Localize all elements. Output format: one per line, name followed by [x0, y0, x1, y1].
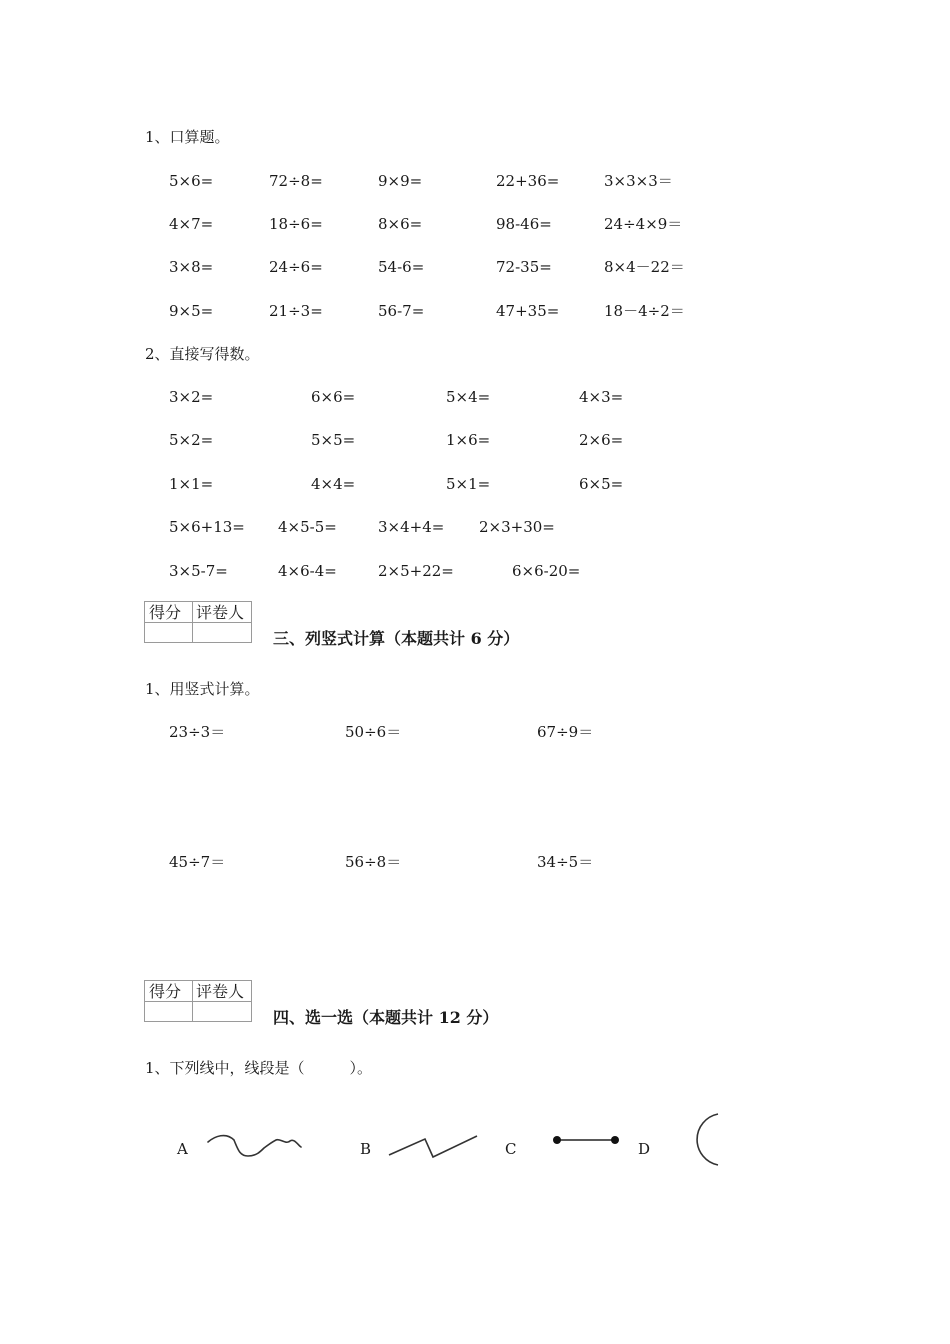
q2-item: 3×2=	[169, 388, 214, 406]
q1-item: 18－4÷2＝	[604, 302, 685, 320]
option-b-label: B	[360, 1140, 372, 1158]
q1-item: 18÷6=	[269, 215, 323, 233]
q2-item: 5×5=	[311, 431, 356, 449]
q1-item: 24÷6=	[269, 258, 323, 276]
division-problem: 45÷7＝	[169, 853, 226, 871]
q1-item: 47+35=	[496, 302, 560, 320]
option-d-label: D	[638, 1140, 651, 1158]
q2-item: 2×6=	[579, 431, 624, 449]
q2-item: 2×5+22=	[378, 562, 454, 580]
q1-item: 98-46=	[496, 215, 552, 233]
grader-label: 评卷人	[196, 982, 245, 1001]
q2-title: 2、直接写得数。	[145, 345, 260, 363]
q2-item: 3×4+4=	[378, 518, 445, 536]
q1-item: 3×8=	[169, 258, 214, 276]
q2-item: 5×1=	[446, 475, 491, 493]
option-a-label: A	[177, 1140, 188, 1158]
q1-item: 4×7=	[169, 215, 214, 233]
q1-item: 72÷8=	[269, 172, 323, 190]
q2-item: 3×5-7=	[169, 562, 228, 580]
division-problem: 34÷5＝	[537, 853, 594, 871]
q1-title: 1、口算题。	[145, 128, 230, 146]
section4-heading: 四、选一选（本题共计 12 分）	[273, 1008, 499, 1027]
division-problem: 56÷8＝	[345, 853, 402, 871]
section3-question-title: 1、用竖式计算。	[145, 680, 260, 698]
q1-item: 22+36=	[496, 172, 560, 190]
q1-item: 5×6=	[169, 172, 214, 190]
q2-item: 6×6=	[311, 388, 356, 406]
division-problem: 67÷9＝	[537, 723, 594, 741]
q1-item: 8×4－22＝	[604, 258, 685, 276]
q2-item: 4×3=	[579, 388, 624, 406]
option-c-label: C	[505, 1140, 517, 1158]
q2-item: 6×5=	[579, 475, 624, 493]
score-label: 得分	[149, 982, 182, 1001]
q1-item: 9×5=	[169, 302, 214, 320]
q2-item: 5×2=	[169, 431, 214, 449]
q2-item: 5×4=	[446, 388, 491, 406]
q1-item: 72-35=	[496, 258, 552, 276]
q2-item: 4×4=	[311, 475, 356, 493]
q2-item: 4×5-5=	[278, 518, 337, 536]
q2-item: 1×1=	[169, 475, 214, 493]
section4-question-title: 1、下列线中，线段是（ ）。	[145, 1059, 373, 1077]
division-problem: 50÷6＝	[345, 723, 402, 741]
q1-item: 56-7=	[378, 302, 425, 320]
division-problem: 23÷3＝	[169, 723, 226, 741]
score-label: 得分	[149, 603, 182, 622]
q1-item: 9×9=	[378, 172, 423, 190]
q2-item: 2×3+30=	[479, 518, 555, 536]
q1-item: 3×3×3＝	[604, 172, 673, 190]
q1-item: 24÷4×9＝	[604, 215, 683, 233]
q2-item: 1×6=	[446, 431, 491, 449]
grader-label: 评卷人	[196, 603, 245, 622]
section3-heading: 三、列竖式计算（本题共计 6 分）	[273, 629, 520, 648]
q1-item: 54-6=	[378, 258, 425, 276]
q1-item: 21÷3=	[269, 302, 323, 320]
q2-item: 5×6+13=	[169, 518, 245, 536]
q1-item: 8×6=	[378, 215, 423, 233]
q2-item: 4×6-4=	[278, 562, 337, 580]
q2-item: 6×6-20=	[512, 562, 581, 580]
